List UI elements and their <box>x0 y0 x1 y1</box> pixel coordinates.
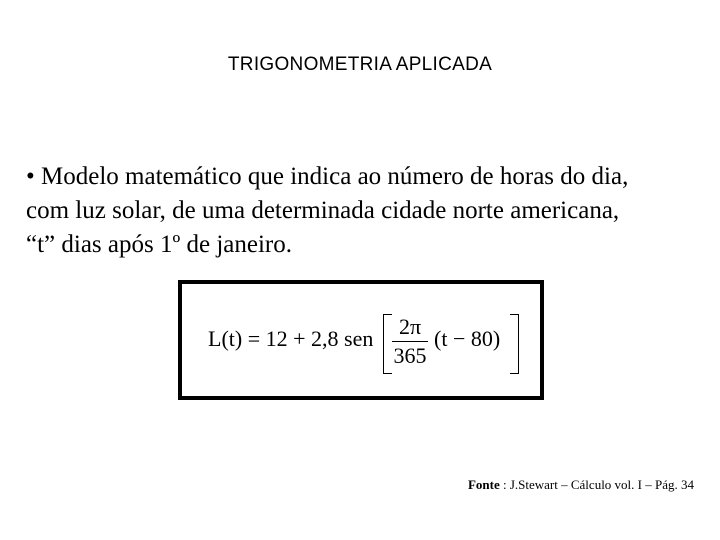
bullet-paragraph <box>26 160 706 262</box>
formula-lhs: L(t) = 12 + 2,8 sen <box>208 326 374 351</box>
formula <box>182 284 540 396</box>
slide-title: TRIGONOMETRIA APLICADA <box>227 54 493 75</box>
fraction-numerator: 2π <box>398 314 422 339</box>
bullet-line-2: com luz solar, de uma determinada cidade norte americana, <box>26 197 620 224</box>
source-text: : J.Stewart – Cálculo vol. I – Pág. 34 <box>499 477 694 492</box>
formula-box <box>178 280 544 400</box>
close-bracket <box>510 314 519 374</box>
bullet-line-3: “t” dias após 1º de janeiro. <box>26 231 292 258</box>
source-citation <box>468 477 694 493</box>
source-label: Fonte <box>467 477 500 492</box>
open-bracket <box>383 314 392 374</box>
formula-fraction <box>392 314 428 369</box>
fraction-bar <box>392 341 428 342</box>
bullet-line-1: • Modelo matemático que indica ao número de horas do dia, <box>26 163 629 190</box>
fraction-denominator: 365 <box>393 343 427 368</box>
formula-rhs: (t − 80) <box>434 326 501 351</box>
